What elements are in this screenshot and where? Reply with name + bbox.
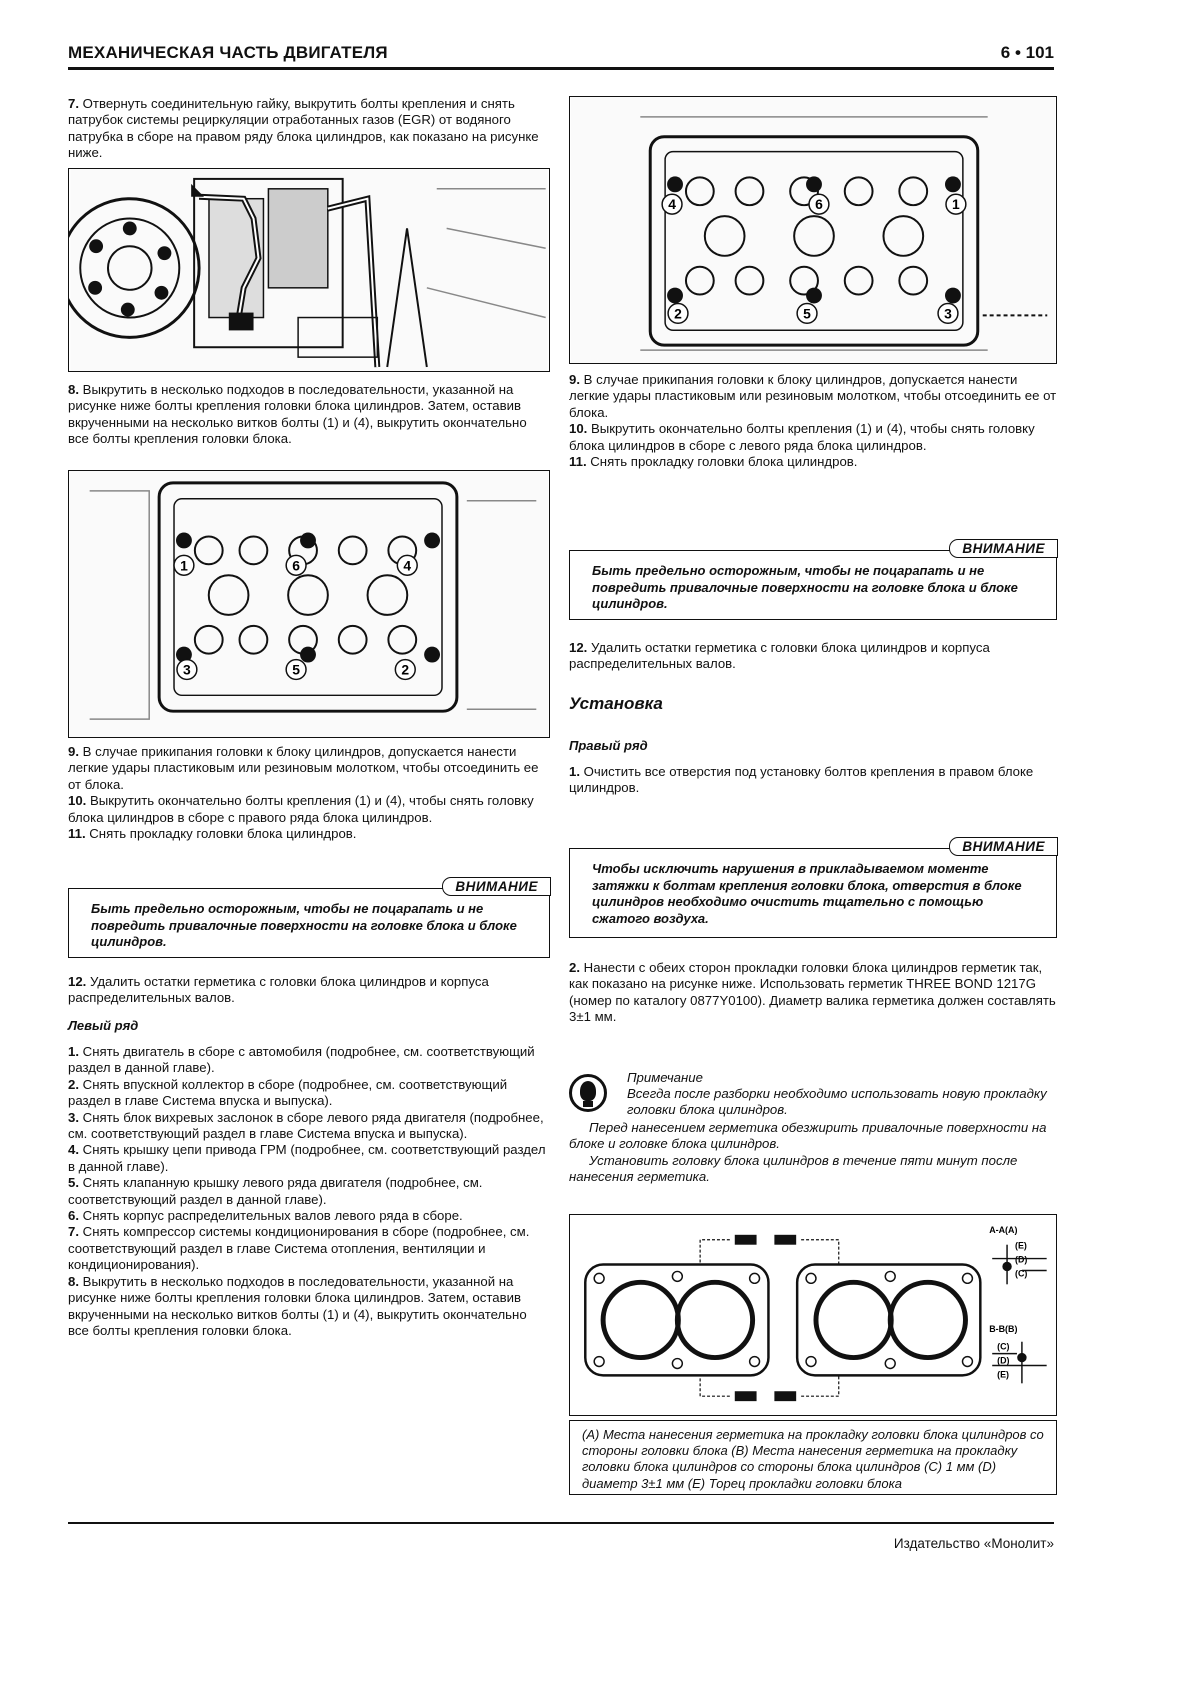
footer-rule (68, 1522, 1054, 1524)
install-step-1: 1. Очистить все отверстия под установку болтов крепления в правом блоке цилиндров. (569, 764, 1034, 796)
right-warning-box-1 (569, 541, 1057, 620)
bolt-label-5: 5 (803, 305, 811, 322)
bolt-label-4: 4 (668, 196, 676, 213)
gasket-sealant-figure (569, 1214, 1057, 1416)
publisher-footer: Издательство «Монолит» (893, 1536, 1054, 1551)
page-number: 6 • 101 (1000, 43, 1054, 62)
lightbulb-icon (569, 1074, 607, 1112)
bolt-label-1: 1 (180, 557, 188, 574)
install-step-2: 2. Нанести с обеих сторон прокладки головки блока цилиндров герметик так, как показано на рисунке ниже. Использовать герметик THREE BOND 1217G (номер по каталогу 0877Y0100). Диаметр валика герметика должен составлять 3±1 мм. (569, 960, 1056, 1025)
bolt-label-3: 3 (183, 661, 191, 678)
bolt-label-2: 2 (401, 661, 410, 678)
note-paragraph: Установить головку блока цилиндров в течение пяти минут после нанесения герметика. (569, 1152, 1018, 1185)
list-item: 5. Снять клапанную крышку левого ряда двигателя (подробнее, см. соответствующий раздел в данной главе). (68, 1175, 483, 1207)
left-step-7: 7. Отвернуть соединительную гайку, выкрутить болты крепления и снять патрубок системы рециркуляции отработанных газов (EGR) от водяного патрубка в сборе на правом ряду блока цилиндров, как показано на рисунке ниже. (68, 96, 539, 161)
bolt-label-6: 6 (292, 557, 300, 574)
list-item: 4. Снять крышку цепи привода ГРМ (подробнее, см. соответствующий раздел в данной главе). (68, 1142, 546, 1174)
bolt-label-2: 2 (674, 305, 682, 322)
label-c-top: (C) (1014, 1268, 1028, 1279)
note-paragraph: Перед нанесением герметика обезжирить привалочные поверхности на блоке и головке блока цилиндров. (569, 1120, 1047, 1152)
installation-heading: Установка (569, 694, 663, 713)
left-warning-box (68, 879, 550, 958)
right-warning-box-2 (569, 839, 1057, 938)
list-item: 3. Снять блок вихревых заслонок в сборе левого ряда двигателя (подробнее, см. соответствующий раздел в главе Система впуска и выпуска). (68, 1109, 544, 1142)
page-header (68, 40, 1054, 70)
cylinder-head-illustration-left (570, 97, 1056, 363)
left-bank-steps (68, 1044, 550, 1339)
warning-text: Быть предельно осторожным, чтобы не поцарапать и не повредить привалочные поверхности на головке блока и блоке цилиндров. (91, 901, 517, 949)
label-e-bottom: (E) (997, 1369, 1010, 1380)
list-item: 6. Снять корпус распределительных валов левого ряда в сборе. (68, 1208, 463, 1224)
cylinder-head-illustration (69, 471, 549, 737)
left-step-12: 12. Удалить остатки герметика с головки блока цилиндров и корпуса распределительных валов. (68, 974, 489, 1006)
bolt-label-6: 6 (815, 196, 823, 213)
running-title: МЕХАНИЧЕСКАЯ ЧАСТЬ ДВИГАТЕЛЯ (68, 43, 388, 62)
note-line: Всегда после разборки необходимо использовать новую прокладку головки блока цилиндров. (627, 1086, 1047, 1118)
warning-text: Быть предельно осторожным, чтобы не поцарапать и не повредить привалочные поверхности на головке блока и блоке цилиндров. (592, 563, 1018, 611)
right-steps-9-11: 9. В случае прикипания головки к блоку цилиндров, допускается нанести легкие удары пластиковым или резиновым молотком, чтобы отсоединить ее от блока. 10. Выкрутить окончательно болты крепления (1) и (4), чтобы снять головку блока цилиндров в сборе с левого ряда блока цилиндров. 11. Снять прокладку головки блока цилиндров. (569, 372, 1057, 470)
bolt-label-5: 5 (292, 661, 300, 678)
list-item: 2. Снять впускной коллектор в сборе (подробнее, см. соответствующий раздел в главе Система впуска и выпуска). (68, 1076, 508, 1109)
note-title: Примечание (627, 1070, 703, 1085)
warning-tag: ВНИМАНИЕ (949, 837, 1058, 856)
egr-pipe-figure (68, 168, 550, 372)
list-item: 8. Выкрутить в несколько подходов в последовательности, указанной на рисунке ниже болты крепления головки блока цилиндров. Затем, оставив вкрученными на несколько витков болты (1) и (4), выкрутить окончательно все болты крепления головки блока. (68, 1273, 527, 1338)
right-bank-subheading: Правый ряд (569, 738, 648, 753)
left-steps-9-11: 9. В случае прикипания головки к блоку цилиндров, допускается нанести легкие удары пластиковым или резиновым молотком, чтобы отсоединить ее от блока. 10. Выкрутить окончательно болты крепления (1) и (4), чтобы снять головку блока цилиндров в сборе с правого ряда блока цилиндров. 11. Снять прокладку головки блока цилиндров. (68, 744, 539, 842)
gasket-illustration (570, 1215, 1056, 1415)
right-head-bolt-figure (68, 470, 550, 738)
section-aa-label: A-A(A) (989, 1224, 1018, 1235)
left-head-bolt-figure (569, 96, 1057, 364)
list-item: 1. Снять двигатель в сборе с автомобиля (подробнее, см. соответствующий раздел в данной главе). (68, 1044, 535, 1076)
warning-tag: ВНИМАНИЕ (949, 539, 1058, 558)
label-c-bottom: (C) (997, 1341, 1010, 1352)
right-step-12: 12. Удалить остатки герметика с головки блока цилиндров и корпуса распределительных валов. (569, 640, 990, 672)
left-bank-subheading: Левый ряд (68, 1018, 139, 1033)
section-bb-label: B-B(B) (989, 1323, 1018, 1334)
bolt-label-1: 1 (952, 196, 960, 213)
label-e-top: (E) (1014, 1240, 1027, 1251)
label-d-bottom: (D) (997, 1355, 1010, 1366)
bolt-label-3: 3 (944, 305, 952, 322)
warning-text: Чтобы исключить нарушения в прикладываемом моменте затяжки к болтам крепления головки блока, отверстия в блоке цилиндров необходимо очистить тщательно с помощью сжатого воздуха. (592, 861, 1022, 926)
gasket-figure-caption: (A) Места нанесения герметика на прокладку головки блока цилиндров со стороны головки блока (B) Места нанесения герметика на прокладку головки блока цилиндров со стороны блока цилиндров (C) 1 мм (D) диаметр 3±1 мм (E) Торец прокладки головки блока (569, 1420, 1057, 1495)
egr-pipe-illustration (69, 169, 549, 371)
label-d-top: (D) (1014, 1254, 1028, 1265)
left-step-8: 8. Выкрутить в несколько подходов в последовательности, указанной на рисунке ниже болты крепления головки блока цилиндров. Затем, оставив вкрученными на несколько витков болты (1) и (4), выкрутить окончательно все болты крепления головки блока. (68, 382, 527, 447)
bolt-label-4: 4 (403, 557, 412, 574)
list-item: 7. Снять компрессор системы кондиционирования в сборе (подробнее, см. соответствующий раздел в главе Система отопления, вентиляции и кондиционирования). (68, 1224, 530, 1273)
warning-tag: ВНИМАНИЕ (442, 877, 551, 896)
